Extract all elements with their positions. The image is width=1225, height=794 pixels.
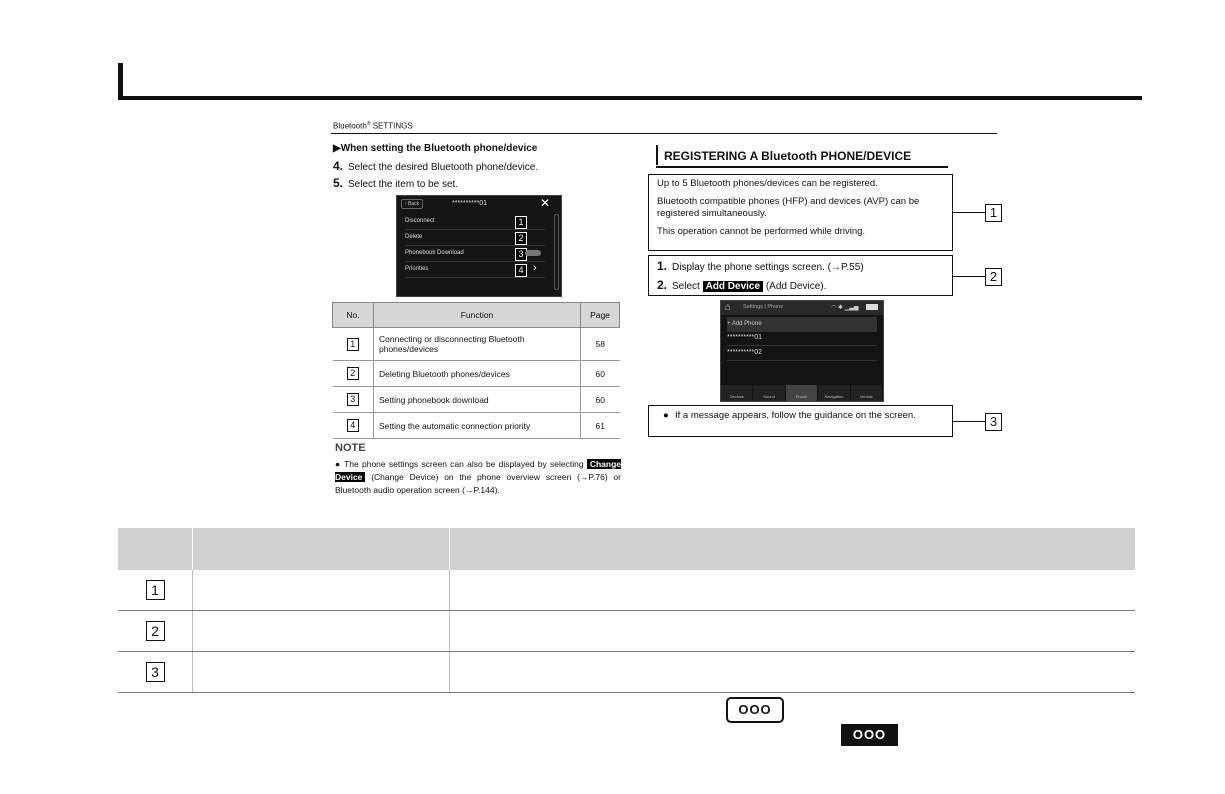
callout-3: 3 (985, 413, 1002, 431)
screen-title: Settings | Phone (743, 304, 784, 310)
header-bar (118, 63, 123, 99)
row-page: 60 (581, 361, 620, 387)
row-number: 4 (347, 419, 359, 432)
table-row (118, 611, 1135, 652)
tab-vehicle: Vehicle (851, 385, 883, 401)
manual-header: Bluetooth® SETTINGS (333, 121, 413, 131)
device-row-2: **********02 (727, 346, 877, 361)
close-icon: ✕ (540, 196, 551, 210)
header-cell-description (450, 528, 1136, 570)
step-5: 5. Select the item to be set. (333, 176, 459, 190)
bullet: ● (335, 459, 342, 469)
row-description (450, 570, 1136, 611)
row-delete: Delete (405, 230, 545, 246)
callout-3: 3 (515, 248, 527, 261)
steps-box (648, 255, 953, 296)
signal-icon: ◠ ✱ ▁▃▅ (831, 305, 859, 311)
device-settings-screenshot (396, 195, 562, 297)
info-box (648, 174, 953, 251)
note-text: ● The phone settings screen can also be displayed by selecting Change Device (Change Device) on the phone overview screen (→P.76) or Bluetooth audio operation screen (→P.144). (335, 459, 621, 495)
callout-1: 1 (515, 216, 527, 229)
chevron-right-icon: › (533, 262, 537, 274)
add-phone-row: + Add Phone (727, 317, 877, 332)
row-page: 58 (581, 328, 620, 361)
note-title: NOTE (335, 442, 366, 454)
row-description (450, 652, 1136, 693)
step-1: 1. Display the phone settings screen. (→P.55) (657, 259, 864, 273)
table-header (118, 528, 1135, 570)
row-description (450, 611, 1136, 652)
info-line-3: This operation cannot be performed while driving. (657, 226, 866, 237)
table-row (333, 328, 620, 361)
filled-button-sample: OOO (841, 724, 898, 746)
outlined-button-sample: OOO (726, 697, 784, 723)
guidance-box: ● If a message appears, follow the guidance on the screen. (648, 405, 953, 437)
row-number: 1 (146, 580, 165, 600)
row-function: Connecting or disconnecting Bluetooth phones/devices (374, 328, 581, 361)
header-cell-name (193, 528, 450, 570)
row-name (193, 611, 450, 652)
row-phonebook-download: Phonebook Download (405, 246, 545, 262)
col-function: Function (374, 303, 581, 328)
toggle-switch (525, 250, 541, 256)
callout-line (953, 421, 985, 422)
row-priorities: Priorities (405, 262, 545, 278)
row-number: 3 (347, 393, 359, 406)
bullet: ● (663, 410, 669, 421)
info-line-1: Up to 5 Bluetooth phones/devices can be registered. (657, 178, 878, 189)
row-name (193, 570, 450, 611)
device-row-1: **********01 (727, 331, 877, 346)
phone-settings-screenshot (720, 300, 884, 402)
scrollbar (554, 214, 559, 290)
tab-sound: Sound (753, 385, 785, 401)
callout-2: 2 (515, 232, 527, 245)
info-line-2: Bluetooth compatible phones (HFP) and devices (AVP) can be registered simultaneously. (657, 196, 920, 219)
callout-line (953, 276, 985, 277)
col-page: Page (581, 303, 620, 328)
tab-phone: Phone (786, 385, 818, 401)
row-name (193, 652, 450, 693)
callout-table (118, 528, 1135, 693)
table-row (333, 361, 620, 387)
step-4: 4. Select the desired Bluetooth phone/device. (333, 159, 539, 173)
battery-icon (866, 304, 878, 310)
callout-2: 2 (985, 268, 1002, 286)
manual-header-rule (331, 133, 997, 134)
row-function: Setting phonebook download (374, 387, 581, 413)
row-number: 2 (347, 367, 359, 380)
row-page: 61 (581, 413, 620, 439)
callout-1: 1 (985, 204, 1002, 222)
col-no: No. (333, 303, 374, 328)
row-disconnect: Disconnect (405, 214, 545, 230)
manual-page-image (331, 118, 999, 518)
table-row (333, 413, 620, 439)
row-function: Deleting Bluetooth phones/devices (374, 361, 581, 387)
function-table (332, 302, 620, 439)
row-function: Setting the automatic connection priority (374, 413, 581, 439)
tab-devices: Devices (721, 385, 753, 401)
table-row (333, 387, 620, 413)
header-cell-no (118, 528, 193, 570)
callout-line (953, 212, 985, 213)
add-device-button: Add Device (703, 281, 763, 292)
back-button: ‹ Back (401, 199, 423, 209)
register-section-title: REGISTERING A Bluetooth PHONE/DEVICE (656, 145, 911, 165)
header-rule (118, 96, 1142, 100)
register-title-rule (656, 166, 948, 168)
change-device-button: Change Device (335, 459, 621, 482)
row-page: 60 (581, 387, 620, 413)
row-number: 2 (146, 621, 165, 641)
bottom-tab-bar (721, 385, 883, 401)
row-number: 3 (146, 662, 165, 682)
callout-4: 4 (515, 264, 527, 277)
table-row (118, 652, 1135, 693)
table-row (118, 570, 1135, 611)
section-subheading: ▶When setting the Bluetooth phone/device (333, 143, 538, 154)
tab-navigation: Navigation (818, 385, 850, 401)
home-icon: ⌂ (725, 302, 732, 313)
row-number: 1 (347, 338, 359, 351)
step-2: 2. Select Add Device (Add Device). (657, 278, 827, 292)
screen-title: **********01 (452, 200, 488, 207)
